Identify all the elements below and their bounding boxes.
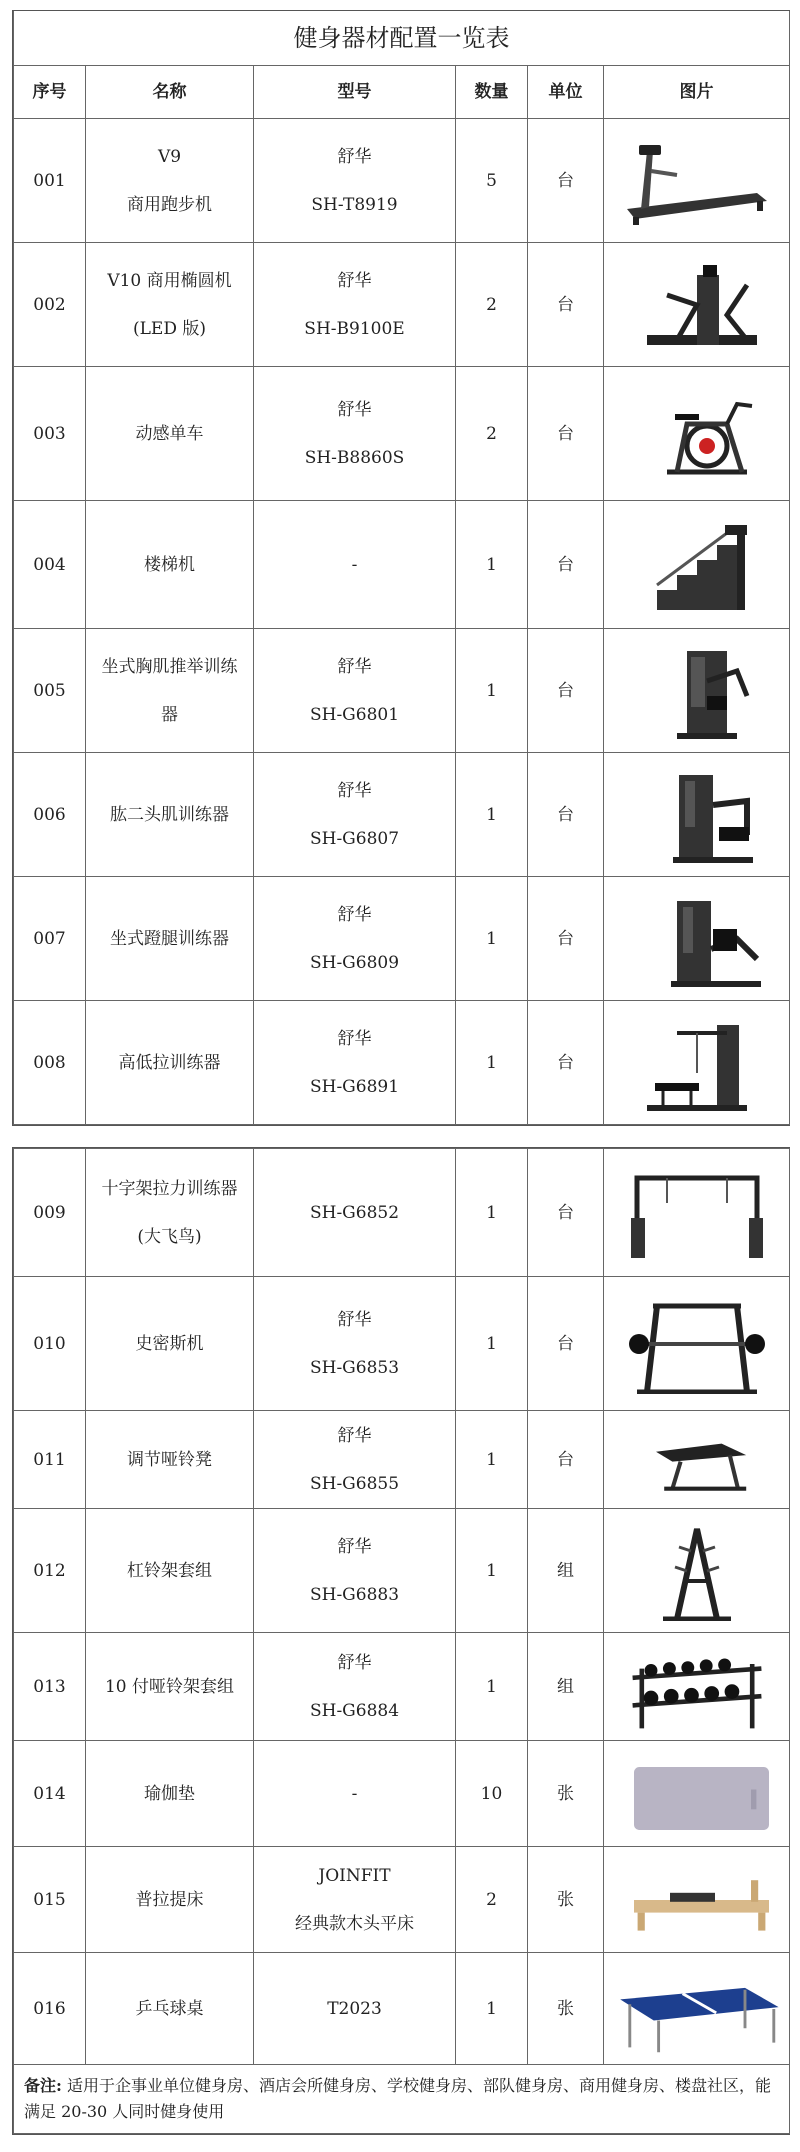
header-pic: 图片 [604, 66, 790, 119]
remark-cell [14, 2065, 790, 2134]
name-line-1: 瑜伽垫 [144, 1783, 195, 1804]
table-title: 健身器材配置一览表 [14, 11, 790, 66]
qty-text: 1 [486, 1052, 497, 1073]
model-line-2: SH-G6883 [309, 1584, 400, 1605]
model-line-1: 舒华 [337, 1652, 372, 1673]
name-cell [86, 629, 254, 753]
model-line-1: JOINFIT [318, 1865, 391, 1886]
model-line-2: SH-G6853 [309, 1357, 400, 1378]
model-line-2: SH-G6891 [309, 1076, 400, 1097]
model-line-2: SH-T8919 [311, 194, 398, 215]
table-row [14, 629, 790, 753]
name-cell [86, 1741, 254, 1847]
unit-cell [528, 877, 604, 1001]
name-cell [86, 1001, 254, 1125]
qty-cell [456, 243, 528, 367]
equipment-table-part2 [12, 1147, 790, 2135]
model-cell [254, 367, 456, 501]
qty-text: 2 [486, 423, 497, 444]
name-cell [86, 501, 254, 629]
unit-cell [528, 1001, 604, 1125]
name-cell [86, 1509, 254, 1633]
model-cell [254, 1741, 456, 1847]
qty-cell [456, 1149, 528, 1277]
qty-cell [456, 1847, 528, 1953]
seq-cell [14, 1509, 86, 1633]
seq-text: 016 [33, 1998, 66, 2019]
seq-text: 001 [33, 170, 66, 191]
name-line-1: 调节哑铃凳 [127, 1449, 212, 1470]
dumbbell-rack-icon [607, 1641, 787, 1733]
qty-cell [456, 1001, 528, 1125]
name-line-1: 楼梯机 [144, 554, 195, 575]
model-line-2: SH-G6807 [309, 828, 400, 849]
seq-cell [14, 1149, 86, 1277]
model-line-1: T2023 [327, 1998, 382, 2019]
header-unit: 单位 [528, 66, 604, 119]
model-cell [254, 501, 456, 629]
model-line-1: 舒华 [337, 1309, 372, 1330]
pic-cell [604, 1847, 790, 1953]
qty-text: 1 [486, 804, 497, 825]
model-line-2: SH-G6855 [309, 1473, 400, 1494]
seq-text: 006 [33, 804, 66, 825]
pic-cell [604, 119, 790, 243]
name-line-1: 史密斯机 [135, 1333, 204, 1354]
table-row [14, 367, 790, 501]
name-line-1: V9 [157, 146, 182, 167]
qty-cell [456, 1277, 528, 1411]
unit-text: 台 [557, 1052, 574, 1073]
qty-cell [456, 753, 528, 877]
barbell-rack-icon [607, 1521, 787, 1621]
seq-cell [14, 1277, 86, 1411]
name-line-2: 器 [161, 704, 178, 725]
pic-cell [604, 629, 790, 753]
table-row [14, 877, 790, 1001]
dumbbell-bench-icon [607, 1419, 787, 1501]
model-line-1: 舒华 [337, 1425, 372, 1446]
pic-cell [604, 367, 790, 501]
header-seq: 序号 [14, 66, 86, 119]
header-name: 名称 [86, 66, 254, 119]
model-line-1: 舒华 [337, 1028, 372, 1049]
model-line-1: 舒华 [337, 399, 372, 420]
model-line-1: - [351, 1783, 358, 1804]
unit-text: 张 [557, 1998, 574, 2019]
model-cell [254, 243, 456, 367]
name-cell [86, 367, 254, 501]
model-cell [254, 753, 456, 877]
name-line-1: 杠铃架套组 [127, 1560, 212, 1581]
pic-cell [604, 753, 790, 877]
name-cell [86, 877, 254, 1001]
pic-cell [604, 501, 790, 629]
qty-cell [456, 1953, 528, 2065]
model-line-1: 舒华 [337, 904, 372, 925]
name-line-2: (LED 版) [133, 318, 206, 339]
model-line-2: SH-B8860S [304, 447, 405, 468]
pic-cell [604, 1953, 790, 2065]
header-qty: 数量 [456, 66, 528, 119]
unit-text: 台 [557, 1449, 574, 1470]
unit-cell [528, 367, 604, 501]
table-row [14, 753, 790, 877]
table-row [14, 1149, 790, 1277]
remark-label: 备注: [24, 2076, 62, 2095]
name-cell [86, 1633, 254, 1741]
seq-text: 010 [33, 1333, 66, 1354]
unit-cell [528, 1953, 604, 2065]
seq-text: 011 [33, 1449, 66, 1470]
model-cell [254, 877, 456, 1001]
model-line-2: SH-G6884 [309, 1700, 400, 1721]
model-cell [254, 119, 456, 243]
pic-cell [604, 243, 790, 367]
name-cell [86, 1277, 254, 1411]
seq-cell [14, 1633, 86, 1741]
unit-text: 台 [557, 1333, 574, 1354]
unit-text: 台 [557, 554, 574, 575]
model-cell [254, 1953, 456, 2065]
seq-cell [14, 501, 86, 629]
lat-pulldown-icon [607, 1013, 787, 1113]
name-line-1: 坐式蹬腿训练器 [110, 928, 229, 949]
table-row [14, 1953, 790, 2065]
unit-cell [528, 629, 604, 753]
seq-text: 004 [33, 554, 66, 575]
unit-text: 台 [557, 804, 574, 825]
qty-cell [456, 1633, 528, 1741]
qty-cell [456, 629, 528, 753]
unit-cell [528, 1149, 604, 1277]
seq-cell [14, 1411, 86, 1509]
name-line-1: 动感单车 [135, 423, 204, 444]
seq-cell [14, 629, 86, 753]
qty-text: 2 [486, 1889, 497, 1910]
seq-cell [14, 1001, 86, 1125]
name-line-1: 坐式胸肌推举训练 [101, 656, 238, 677]
seq-text: 003 [33, 423, 66, 444]
cable-crossover-icon [607, 1163, 787, 1263]
seq-text: 014 [33, 1783, 66, 1804]
unit-text: 组 [557, 1676, 574, 1697]
table-row [14, 1633, 790, 1741]
seq-text: 007 [33, 928, 66, 949]
table-row [14, 1741, 790, 1847]
unit-cell [528, 1741, 604, 1847]
seq-text: 009 [33, 1202, 66, 1223]
seq-text: 012 [33, 1560, 66, 1581]
model-cell [254, 1277, 456, 1411]
qty-text: 1 [486, 928, 497, 949]
name-cell [86, 753, 254, 877]
seq-text: 008 [33, 1052, 66, 1073]
name-cell [86, 1411, 254, 1509]
header-model: 型号 [254, 66, 456, 119]
table-row [14, 1411, 790, 1509]
table-row [14, 501, 790, 629]
name-line-2: 商用跑步机 [127, 194, 212, 215]
seq-text: 002 [33, 294, 66, 315]
qty-text: 1 [486, 1202, 497, 1223]
model-line-2: SH-B9100E [304, 318, 405, 339]
elliptical-icon [607, 255, 787, 355]
name-line-1: V10 商用椭圆机 [107, 270, 232, 291]
name-line-1: 高低拉训练器 [118, 1052, 221, 1073]
qty-cell [456, 501, 528, 629]
qty-text: 2 [486, 294, 497, 315]
pic-cell [604, 1509, 790, 1633]
qty-cell [456, 119, 528, 243]
seq-cell [14, 1953, 86, 2065]
biceps-curl-icon [607, 765, 787, 865]
qty-text: 1 [486, 1333, 497, 1354]
qty-text: 1 [486, 1998, 497, 2019]
unit-cell [528, 1633, 604, 1741]
unit-cell [528, 501, 604, 629]
table-row [14, 243, 790, 367]
qty-text: 1 [486, 1676, 497, 1697]
model-line-1: - [351, 554, 358, 575]
model-cell [254, 1509, 456, 1633]
name-cell [86, 243, 254, 367]
stair-climber-icon [607, 515, 787, 615]
model-cell [254, 1001, 456, 1125]
qty-text: 5 [486, 170, 497, 191]
qty-cell [456, 1741, 528, 1847]
qty-text: 1 [486, 1449, 497, 1470]
model-line-2: SH-G6801 [309, 704, 400, 725]
qty-cell [456, 1411, 528, 1509]
unit-cell [528, 1277, 604, 1411]
unit-text: 台 [557, 423, 574, 444]
spin-bike-icon [607, 384, 787, 484]
qty-cell [456, 877, 528, 1001]
seq-cell [14, 1847, 86, 1953]
unit-text: 台 [557, 1202, 574, 1223]
chest-press-icon [607, 641, 787, 741]
pic-cell [604, 1277, 790, 1411]
unit-cell [528, 753, 604, 877]
pic-cell [604, 1741, 790, 1847]
smith-machine-icon [607, 1294, 787, 1394]
qty-cell [456, 1509, 528, 1633]
model-cell [254, 629, 456, 753]
model-cell [254, 1411, 456, 1509]
unit-text: 张 [557, 1783, 574, 1804]
seq-cell [14, 367, 86, 501]
model-line-1: 舒华 [337, 656, 372, 677]
qty-text: 10 [480, 1783, 503, 1804]
leg-press-icon [607, 889, 787, 989]
name-line-1: 肱二头肌训练器 [110, 804, 229, 825]
model-cell [254, 1847, 456, 1953]
name-line-2: (大飞鸟) [137, 1226, 202, 1247]
seq-cell [14, 753, 86, 877]
pic-cell [604, 1149, 790, 1277]
name-cell [86, 119, 254, 243]
model-cell [254, 1149, 456, 1277]
unit-text: 张 [557, 1889, 574, 1910]
unit-text: 台 [557, 294, 574, 315]
table-row [14, 1509, 790, 1633]
unit-cell [528, 1411, 604, 1509]
model-line-1: 舒华 [337, 1536, 372, 1557]
seq-cell [14, 1741, 86, 1847]
table-row [14, 1001, 790, 1125]
pic-cell [604, 1633, 790, 1741]
unit-text: 台 [557, 928, 574, 949]
name-line-1: 10 付哑铃架套组 [104, 1676, 235, 1697]
model-line-1: 舒华 [337, 780, 372, 801]
seq-text: 013 [33, 1676, 66, 1697]
seq-cell [14, 877, 86, 1001]
unit-cell [528, 1509, 604, 1633]
equipment-table-part1 [12, 10, 790, 1126]
pic-cell [604, 1001, 790, 1125]
unit-cell [528, 243, 604, 367]
table-row [14, 119, 790, 243]
seq-cell [14, 243, 86, 367]
qty-text: 1 [486, 1560, 497, 1581]
treadmill-icon [607, 131, 787, 231]
unit-text: 台 [557, 680, 574, 701]
model-line-2: 经典款木头平床 [295, 1913, 414, 1934]
name-cell [86, 1149, 254, 1277]
unit-text: 组 [557, 1560, 574, 1581]
model-line-1: 舒华 [337, 146, 372, 167]
model-line-2: SH-G6809 [309, 952, 400, 973]
qty-text: 1 [486, 554, 497, 575]
pic-cell [604, 877, 790, 1001]
ping-pong-table-icon [607, 1961, 787, 2057]
seq-cell [14, 119, 86, 243]
model-line-1: 舒华 [337, 270, 372, 291]
name-cell [86, 1953, 254, 2065]
name-line-1: 普拉提床 [135, 1889, 204, 1910]
unit-cell [528, 119, 604, 243]
name-line-1: 十字架拉力训练器 [101, 1178, 238, 1199]
yoga-mat-icon [607, 1749, 787, 1839]
model-line-1: SH-G6852 [309, 1202, 400, 1223]
name-line-1: 乒乓球桌 [135, 1998, 204, 2019]
unit-cell [528, 1847, 604, 1953]
pilates-reformer-icon [607, 1855, 787, 1945]
seq-text: 005 [33, 680, 66, 701]
unit-text: 台 [557, 170, 574, 191]
remark-text: 适用于企事业单位健身房、酒店会所健身房、学校健身房、部队健身房、商用健身房、楼盘社区，能满足 20-30 人同时健身使用 [24, 2076, 772, 2121]
qty-cell [456, 367, 528, 501]
seq-text: 015 [33, 1889, 66, 1910]
qty-text: 1 [486, 680, 497, 701]
name-cell [86, 1847, 254, 1953]
pic-cell [604, 1411, 790, 1509]
table-row [14, 1847, 790, 1953]
table-row [14, 1277, 790, 1411]
model-cell [254, 1633, 456, 1741]
